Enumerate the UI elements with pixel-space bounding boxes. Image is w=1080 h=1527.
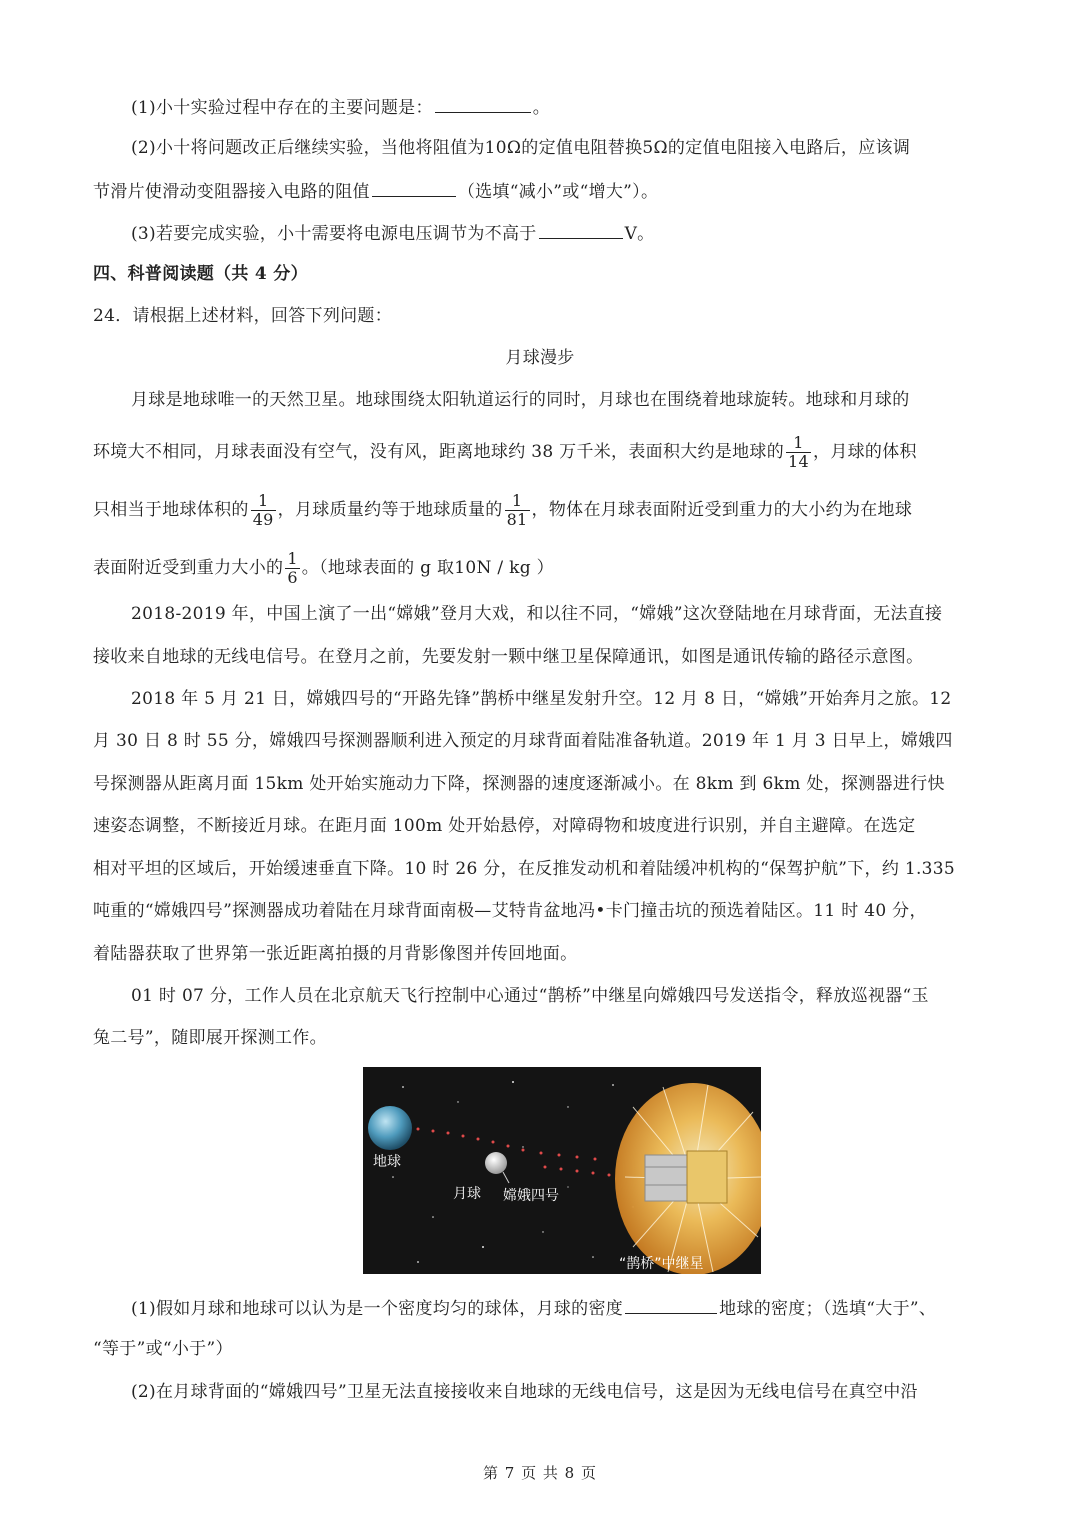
q23-part2-line1: (2)小十将问题改正后继续实验，当他将阻值为10Ω的定值电阻替换5Ω的定值电阻接入电路后，应该调 xyxy=(131,138,911,158)
q23-part2-line2: 节滑片使滑动变阻器接入电路的阻值 （选填“减小”或“增大”）。 xyxy=(93,178,658,204)
para2-line2: 接收来自地球的无线电信号。在登月之前，先要发射一颗中继卫星保障通讯，如图是通讯传输的路径示意图。 xyxy=(93,647,924,667)
answer-blank xyxy=(625,1295,717,1314)
answer-blank xyxy=(539,220,623,239)
page-footer: 第 7 页 共 8 页 xyxy=(483,1464,597,1482)
earth-icon xyxy=(368,1106,412,1150)
moon-label: 月球 xyxy=(453,1186,481,1202)
para3-line6: 吨重的“嫦娥四号”探测器成功着陆在月球背面南极—艾特肯盆地冯•卡门撞击坑的预选着陆区。11 时 40 分， xyxy=(93,901,927,921)
fraction: $\frac{1}{81}$ xyxy=(506,491,528,529)
section-heading: 四、科普阅读题（共 4 分） xyxy=(93,264,308,284)
para1-line4: 表面附近受到重力大小的 $\frac{1}{6}$ 。（地球表面的 g 取10N / kg ） xyxy=(93,549,554,587)
q23-part1: (1)小十实验过程中存在的主要问题是： 。 xyxy=(131,94,550,120)
question-24-intro: 24．请根据上述材料，回答下列问题： xyxy=(93,306,393,326)
para1-line1: 月球是地球唯一的天然卫星。地球围绕太阳轨道运行的同时，月球也在围绕着地球旋转。地球和月球的 xyxy=(131,390,910,410)
answer-blank xyxy=(435,94,531,113)
q24-part1-line1: (1)假如月球和地球可以认为是一个密度均匀的球体，月球的密度 地球的密度；（选填“大于”、 xyxy=(131,1295,936,1321)
communication-path-figure xyxy=(363,1067,761,1274)
relay-label: “鹊桥”中继星 xyxy=(619,1256,704,1272)
q24-part1-line2: “等于”或“小于”） xyxy=(93,1339,233,1359)
answer-blank xyxy=(372,178,456,197)
para3-line1: 2018 年 5 月 21 日，嫦娥四号的“开路先锋”鹊桥中继星发射升空。12 月 8 日，“嫦娥”开始奔月之旅。12 xyxy=(131,689,952,709)
para1-line2: 环境大不相同，月球表面没有空气，没有风，距离地球约 38 万千米，表面积大约是地球的 $\frac{1}{14}$ ，月球的体积 xyxy=(93,433,917,471)
para2-line1: 2018-2019 年，中国上演了一出“嫦娥”登月大戏，和以往不同，“嫦娥”这次登陆地在月球背面，无法直接 xyxy=(131,604,943,624)
q23-part3: (3)若要完成实验，小十需要将电源电压调节为不高于 V。 xyxy=(131,220,654,246)
para3-line5: 相对平坦的区域后，开始缓速垂直下降。10 时 26 分，在反推发动机和着陆缓冲机构的“保驾护航”下，约 1.335 xyxy=(93,859,956,879)
moon-icon xyxy=(485,1152,507,1174)
fraction: $\frac{1}{14}$ xyxy=(788,433,810,471)
para4-line2: 兔二号”，随即展开探测工作。 xyxy=(93,1028,327,1048)
para1-line3: 只相当于地球体积的 $\frac{1}{49}$ ，月球质量约等于地球质量的 $\frac{1}{81}$ ，物体在月球表面附近受到重力的大小约为在地球 xyxy=(93,491,913,529)
q24-part2-line1: (2)在月球背面的“嫦娥四号”卫星无法直接接收来自地球的无线电信号，这是因为无线电信号在真空中沿 xyxy=(131,1382,918,1402)
para3-line4: 速姿态调整，不断接近月球。在距月面 100m 处开始悬停，对障碍物和坡度进行识别，并自主避障。在选定 xyxy=(93,816,916,836)
fraction: $\frac{1}{6}$ xyxy=(287,549,298,587)
para3-line2: 月 30 日 8 时 55 分，嫦娥四号探测器顺利进入预定的月球背面着陆准备轨道。2019 年 1 月 3 日早上，嫦娥四 xyxy=(93,731,953,751)
probe-label: 嫦娥四号 xyxy=(503,1188,559,1204)
para3-line3: 号探测器从距离月面 15km 处开始实施动力下降，探测器的速度逐渐减小。在 8km 到 6km 处，探测器进行快 xyxy=(93,774,945,794)
relay-satellite-icon xyxy=(615,1083,761,1274)
fraction: $\frac{1}{49}$ xyxy=(252,491,274,529)
earth-label: 地球 xyxy=(373,1154,401,1170)
article-title: 月球漫步 xyxy=(505,348,575,368)
para4-line1: 01 时 07 分，工作人员在北京航天飞行控制中心通过“鹊桥”中继星向嫦娥四号发送指令，释放巡视器“玉 xyxy=(131,986,929,1006)
para3-line7: 着陆器获取了世界第一张近距离拍摄的月背影像图并传回地面。 xyxy=(93,944,578,964)
